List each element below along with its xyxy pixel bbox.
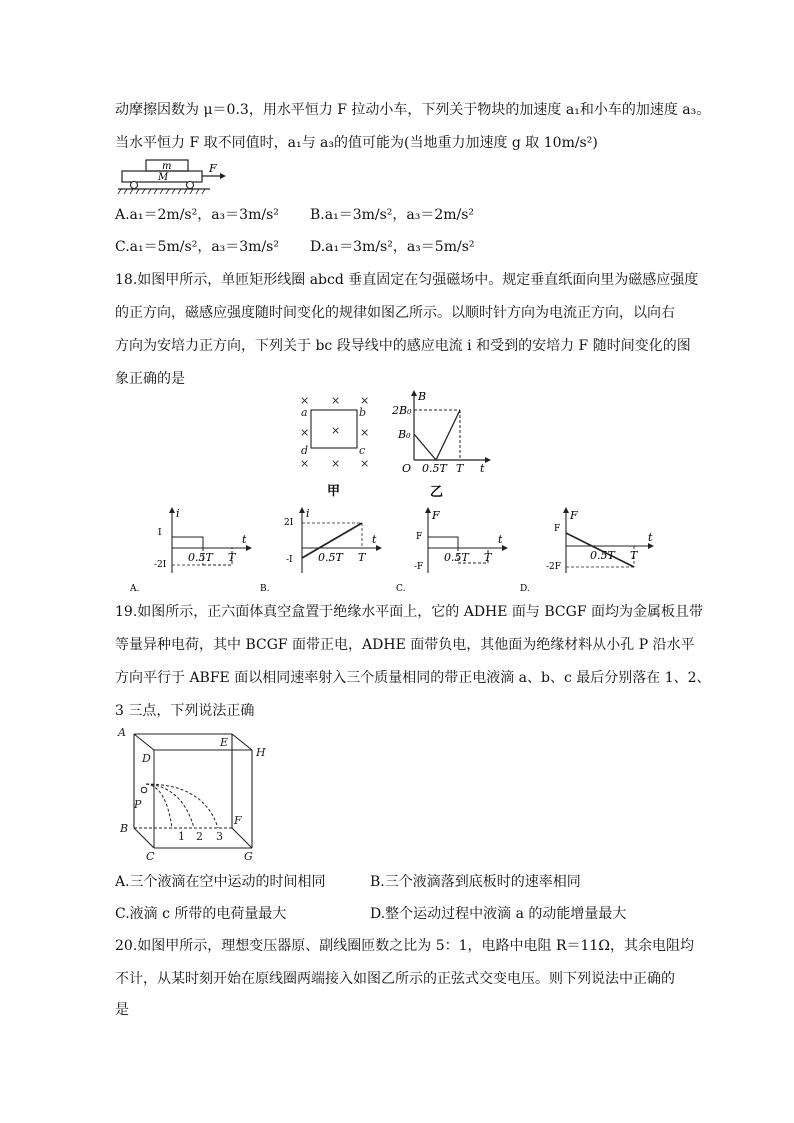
coil-corner-a: a: [301, 406, 308, 419]
q19-text-line4: 3 三点，下列说法正确: [115, 703, 255, 719]
graph-c-t-period: T: [484, 551, 492, 564]
yi-t-axis-label: t: [480, 462, 485, 475]
graph-b-halft: 0.5T: [318, 551, 343, 564]
coil-corner-d: d: [301, 444, 309, 457]
q20-text-line3: 是: [115, 1002, 129, 1018]
cross-mark: ×: [331, 457, 341, 470]
graph-a-pos-label: I: [158, 528, 162, 538]
q17-text-line1: 动摩擦因数为 μ＝0.3，用水平恒力 F 拉动小车，下列关于物块的加速度 a₁和小车的加速度 a₃。: [115, 102, 711, 118]
graph-a-letter: A.: [130, 584, 140, 594]
yi-t-period-label: T: [456, 462, 464, 475]
q19-text-line2: 等量异种电荷，其中 BCGF 面带正电，ADHE 面带负电，其他面为绝缘材料从小孔 P 沿水平: [115, 637, 695, 653]
graph-b-letter: B.: [260, 584, 270, 594]
q17-option-a[interactable]: A.a₁＝2m/s²，a₃＝3m/s²: [115, 207, 279, 223]
graph-c-pos-label: F: [416, 532, 423, 542]
graph-d-neg-label: -2F: [546, 562, 562, 572]
graph-a-t-period: T: [228, 551, 236, 564]
q18-graph-b[interactable]: [258, 505, 388, 595]
q18-graph-c[interactable]: [392, 505, 522, 595]
q18-figure-jia: [295, 392, 375, 502]
graph-d-letter: D.: [520, 584, 530, 594]
cross-mark: ×: [300, 457, 310, 470]
graph-c-halft: 0.5T: [444, 551, 469, 564]
landing-point-1: 1: [178, 830, 185, 843]
cube-hole-p: P: [134, 798, 142, 811]
graph-a-neg-label: -2I: [154, 560, 167, 570]
graph-a-y-axis: i: [176, 507, 180, 520]
q19-cube-figure: [112, 724, 272, 864]
figure-yi-caption: 乙: [430, 485, 444, 500]
q19-option-c[interactable]: C.液滴 c 所带的电荷量最大: [115, 906, 287, 922]
graph-c-letter: C.: [396, 584, 406, 594]
q17-block-label: m: [162, 161, 172, 172]
graph-d-halft: 0.5T: [590, 549, 615, 562]
cube-vertex-b: B: [120, 822, 129, 835]
cube-vertex-d: D: [142, 752, 151, 765]
q19-text-line1: 19.如图所示，正六面体真空盒置于绝缘水平面上，它的 ADHE 面与 BCGF 面均为金属板且带: [115, 604, 703, 620]
graph-b-neg-label: -I: [286, 555, 293, 565]
graph-d-y-axis: F: [570, 509, 578, 522]
graph-b-y-axis: i: [306, 507, 310, 520]
figure-jia-caption: 甲: [327, 484, 341, 499]
q20-text-line2: 不计，从某时刻开始在原线圈两端接入如图乙所示的正弦式交变电压。则下列说法中正确的: [115, 971, 675, 987]
graph-d-t-axis: t: [648, 531, 653, 544]
q18-text-line3: 方向为安培力正方向，下列关于 bc 段导线中的感应电流 i 和受到的安培力 F 随时间变化的图: [115, 338, 691, 354]
graph-d-t-period: T: [630, 549, 638, 562]
coil-corner-c: c: [359, 444, 366, 457]
yi-halft-label: 0.5T: [422, 462, 447, 475]
cross-mark: ×: [300, 394, 310, 407]
graph-b-t-period: T: [358, 551, 366, 564]
q17-force-label: F: [209, 162, 217, 175]
cube-vertex-e: E: [220, 736, 229, 749]
yi-origin: O: [402, 462, 412, 475]
cross-mark: ×: [331, 424, 341, 437]
graph-c-neg-label: -F: [414, 562, 424, 572]
q18-graph-a[interactable]: [128, 505, 258, 595]
landing-point-2: 2: [196, 830, 203, 843]
yi-2b0-label: 2B₀: [392, 404, 412, 417]
cross-mark: ×: [360, 457, 370, 470]
q19-option-b[interactable]: B.三个液滴落到底板时的速率相同: [370, 874, 581, 890]
q18-text-line4: 象正确的是: [115, 371, 185, 387]
cube-vertex-f: F: [234, 814, 242, 827]
q19-text-line3: 方向平行于 ABFE 面以相同速率射入三个质量相同的带正电液滴 a、b、c 最后分别落在 1、2、: [115, 670, 711, 686]
yi-b0-label: B₀: [398, 428, 411, 441]
cube-vertex-g: G: [244, 850, 253, 863]
q18-text-line2: 的正方向，磁感应强度随时间变化的规律如图乙所示。以顺时针方向为电流正方向，以向右: [115, 305, 675, 321]
cross-mark: ×: [331, 394, 341, 407]
q19-option-a[interactable]: A.三个液滴在空中运动的时间相同: [115, 874, 326, 890]
coil-corner-b: b: [359, 406, 367, 419]
q19-option-d[interactable]: D.整个运动过程中液滴 a 的动能增量最大: [370, 906, 627, 922]
q17-option-b[interactable]: B.a₁＝3m/s²，a₃＝2m/s²: [310, 207, 475, 223]
cross-mark: ×: [360, 394, 370, 407]
cross-mark: ×: [360, 426, 370, 439]
cross-mark: ×: [300, 426, 310, 439]
graph-a-t-axis: t: [242, 533, 247, 546]
q20-text-line1: 20.如图甲所示，理想变压器原、副线圈匝数之比为 5：1，电路中电阻 R＝11Ω，其余电阻均: [115, 938, 694, 954]
q18-graph-d[interactable]: [520, 505, 665, 595]
graph-b-pos-label: 2I: [284, 518, 294, 528]
cube-vertex-a: A: [118, 726, 126, 739]
q18-text-line1: 18.如图甲所示，单匝矩形线圈 abcd 垂直固定在匀强磁场中。规定垂直纸面向里为磁感应强度: [115, 272, 699, 288]
graph-c-t-axis: t: [498, 533, 503, 546]
graph-d-pos-label: F: [554, 524, 561, 534]
q17-cart-figure: [118, 156, 228, 196]
cube-vertex-h: H: [256, 746, 266, 759]
graph-a-halft: 0.5T: [188, 551, 213, 564]
q18-figure-yi: [390, 388, 500, 503]
q17-text-line2: 当水平恒力 F 取不同值时，a₁与 a₃的值可能为(当地重力加速度 g 取 10m/s²): [115, 135, 598, 151]
q17-cart-label: M: [158, 172, 169, 183]
q17-option-d[interactable]: D.a₁＝3m/s²，a₃＝5m/s²: [310, 239, 475, 255]
landing-point-3: 3: [216, 830, 223, 843]
graph-c-y-axis: F: [432, 509, 440, 522]
q17-option-c[interactable]: C.a₁＝5m/s²，a₃＝3m/s²: [115, 239, 279, 255]
graph-b-t-axis: t: [372, 533, 377, 546]
cube-vertex-c: C: [146, 850, 155, 863]
yi-axis-b: B: [418, 390, 427, 403]
